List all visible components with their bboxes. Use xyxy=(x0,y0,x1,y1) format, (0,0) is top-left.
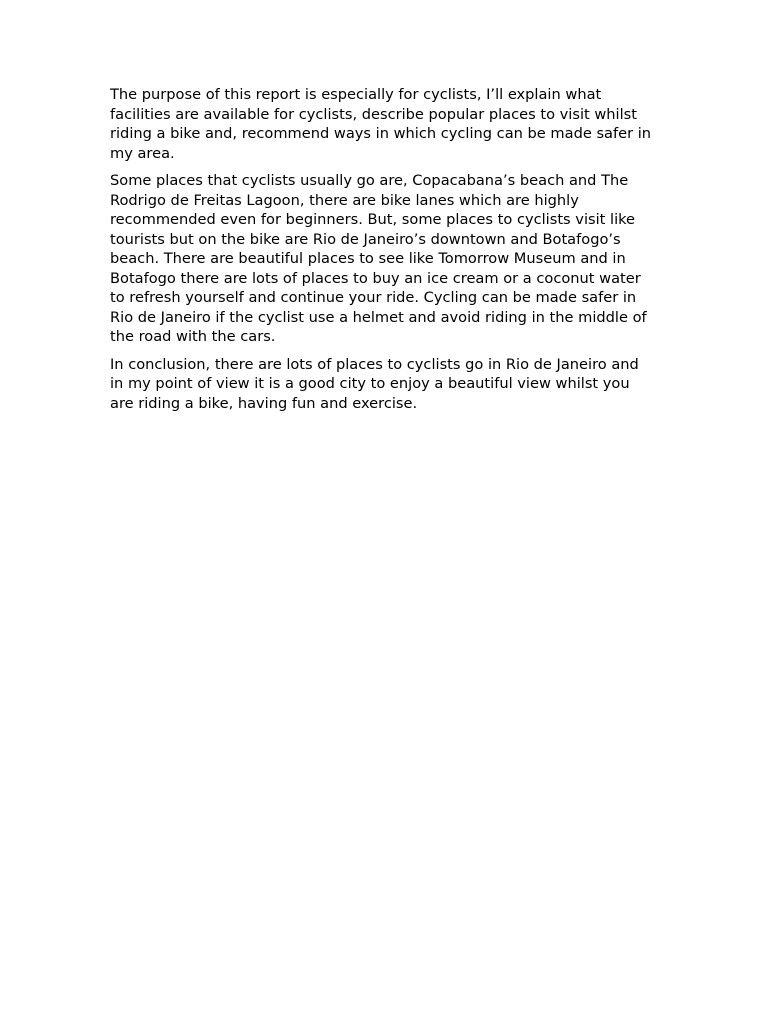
paragraph-places: Some places that cyclists usually go are, Copacabana’s beach and The Rodrigo de Freitas Lagoon, there are bike lanes which are highly recommended even for beginners. But, some places to cyclists visit like tourists but on the bike are Rio de Janeiro’s downtown and Botafogo’s beach. There are beautiful places to see like Tomorrow Museum and in Botafogo there are lots of places to buy an ice cream or a coconut water to refresh yourself and continue your ride. Cycling can be made safer in Rio de Janeiro if the cyclist use a helmet and avoid riding in the middle of the road with the cars. xyxy=(110,172,647,345)
paragraph-conclusion: In conclusion, there are lots of places to cyclists go in Rio de Janeiro and in my point of view it is a good city to enjoy a beautiful view whilst you are riding a bike, having fun and exercise. xyxy=(110,355,639,412)
document-page xyxy=(110,85,655,421)
paragraph-introduction: The purpose of this report is especially for cyclists, I’ll explain what facilities are available for cyclists, describe popular places to visit whilst riding a bike and, recommend ways in which cycling can be made safer in my area. xyxy=(110,86,652,162)
